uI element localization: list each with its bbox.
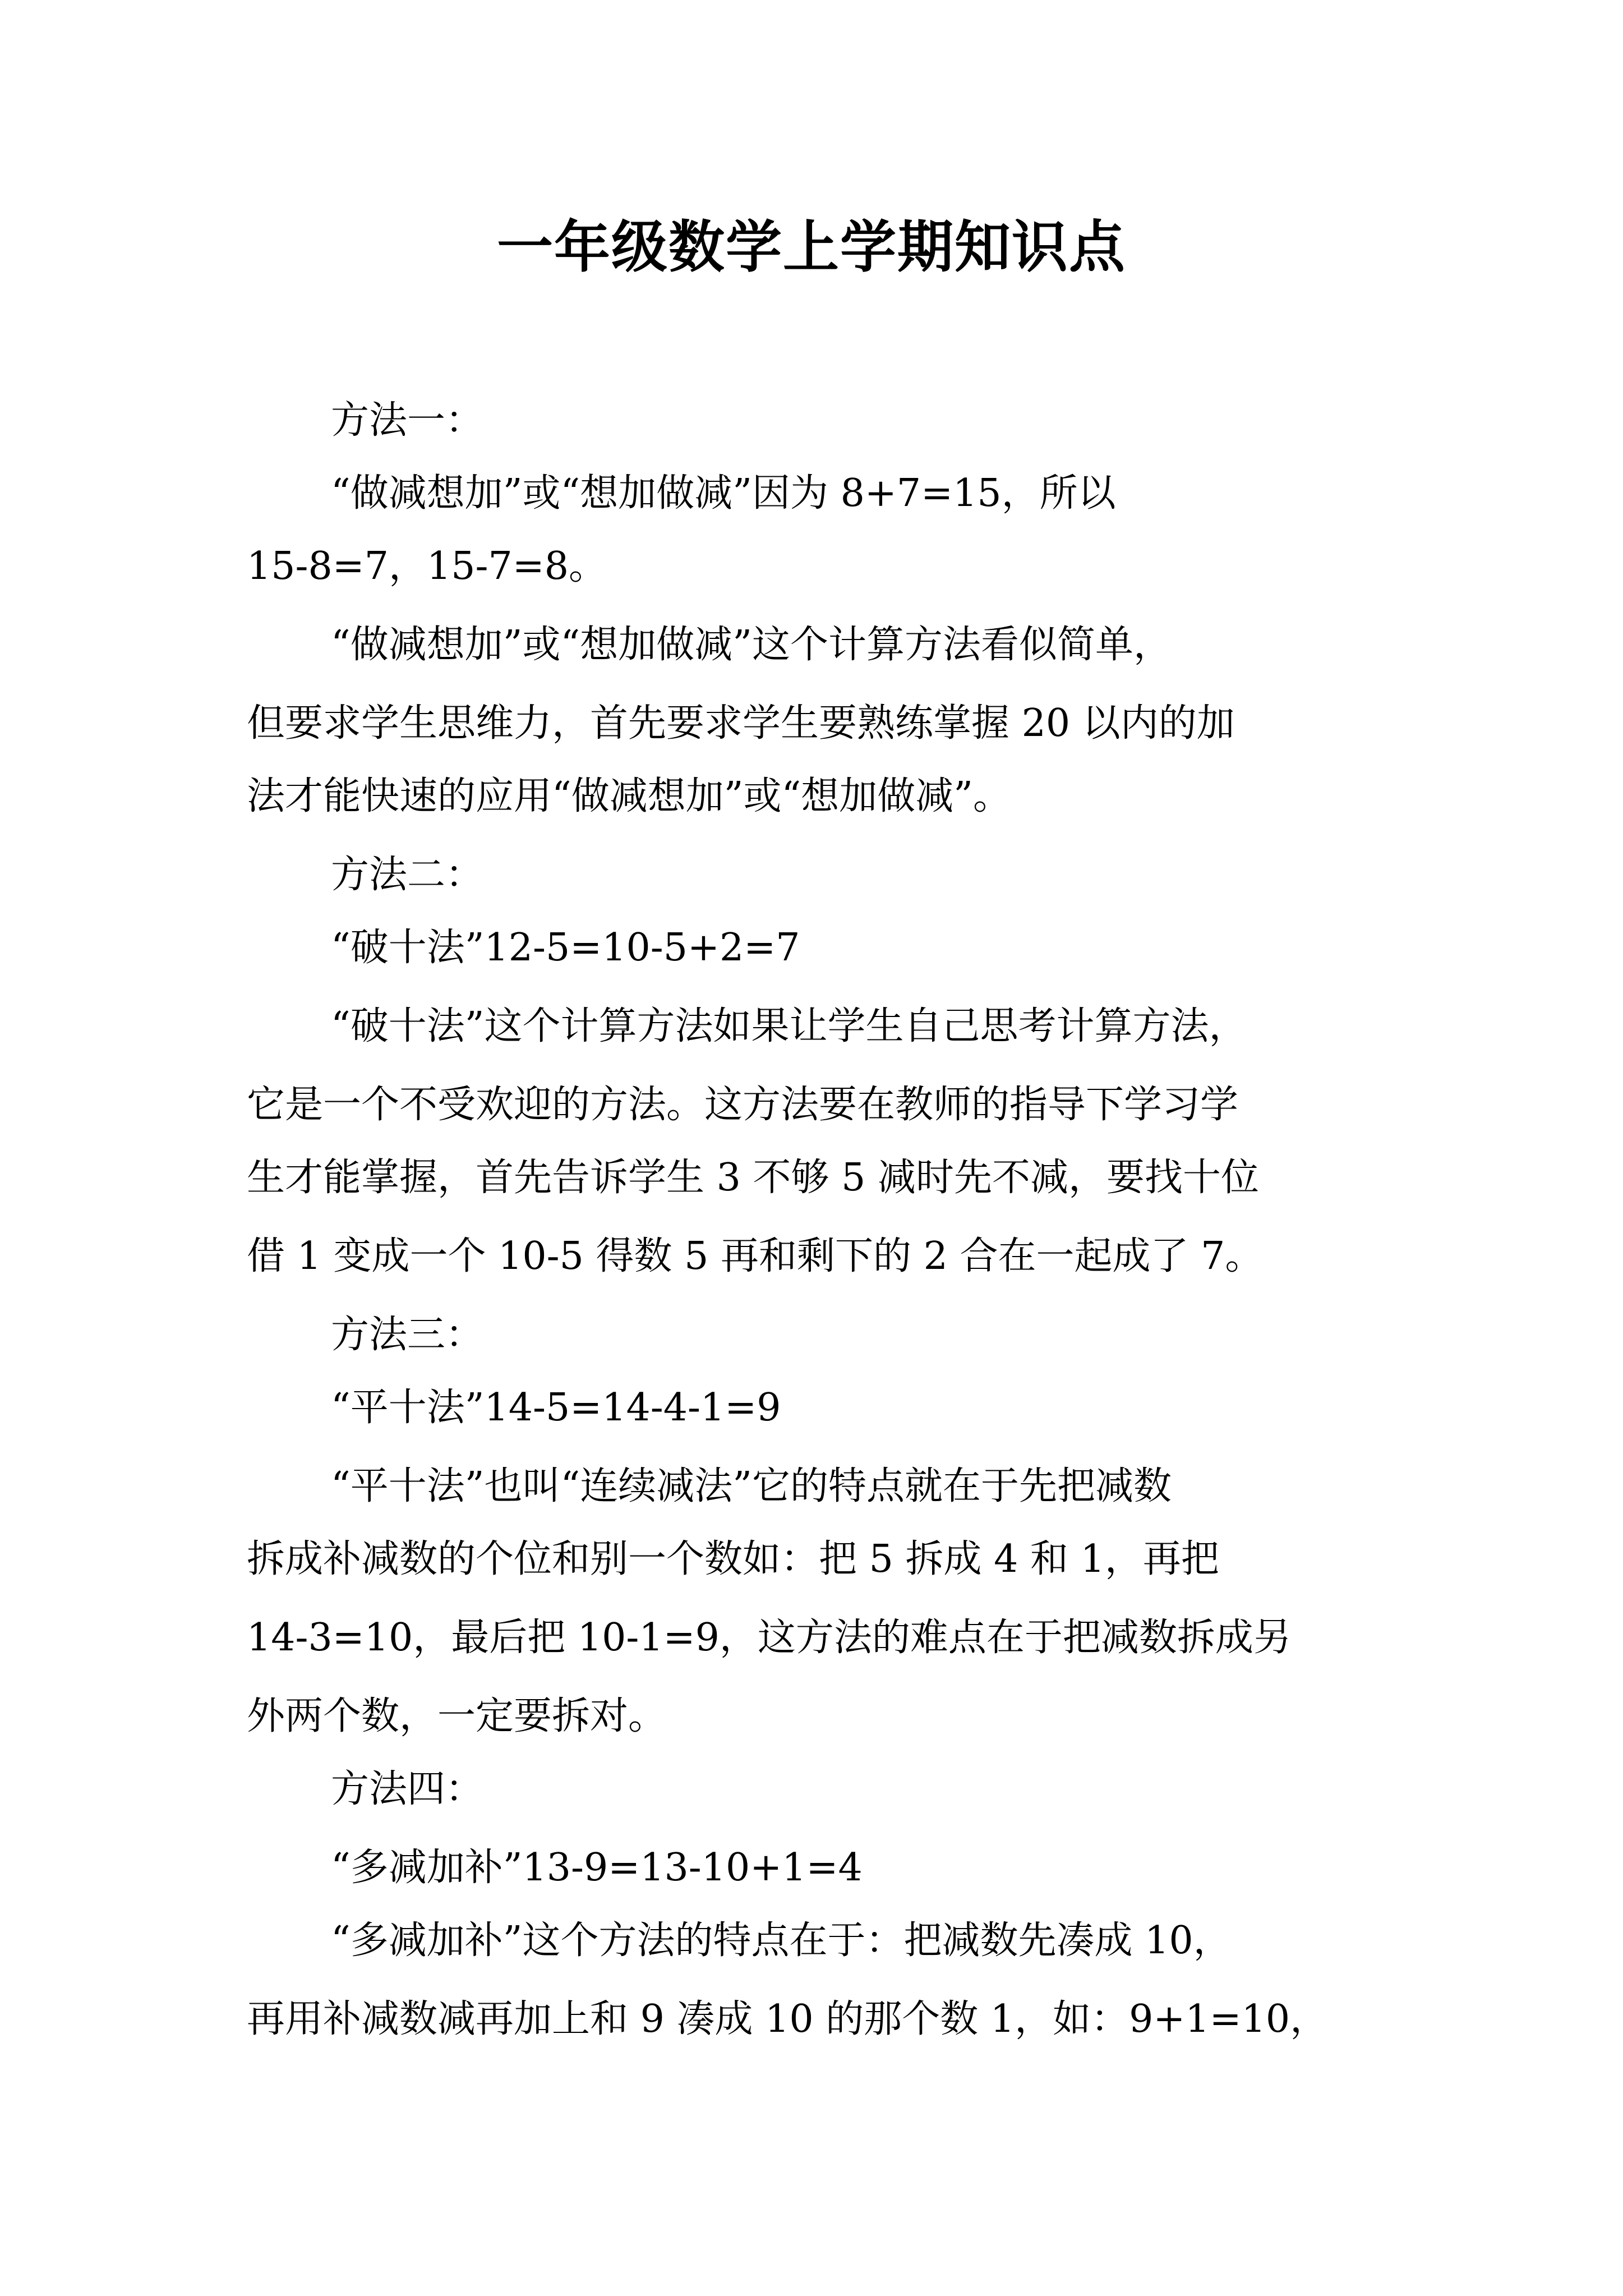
- paragraph-line: 再用补减数减再加上和 9 凑成 10 的那个数 1，如：9+1=10，: [247, 1997, 1329, 2041]
- paragraph-line: 14-3=10，最后把 10-1=9，这方法的难点在于把减数拆成另: [247, 1616, 1292, 1660]
- paragraph-line: 15-8=7，15-7=8。: [247, 544, 607, 588]
- paragraph-line: “破十法”12-5=10-5+2=7: [331, 926, 800, 970]
- paragraph-line: 但要求学生思维力，首先要求学生要熟练掌握 20 以内的加: [247, 701, 1235, 746]
- paragraph-line: 它是一个不受欢迎的方法。这方法要在教师的指导下学习学: [247, 1083, 1239, 1127]
- paragraph-line: 拆成补减数的个位和别一个数如：把 5 拆成 4 和 1，再把: [247, 1537, 1219, 1581]
- paragraph-line: 方法一：: [331, 398, 484, 443]
- paragraph-line: “多减加补”13-9=13-10+1=4: [331, 1846, 863, 1890]
- paragraph-line: “破十法”这个计算方法如果让学生自己思考计算方法，: [331, 1004, 1247, 1048]
- paragraph-line: “做减想加”或“想加做减”这个计算方法看似简单，: [331, 623, 1172, 667]
- paragraph-line: 方法二：: [331, 853, 484, 897]
- paragraph-line: 借 1 变成一个 10-5 得数 5 再和剩下的 2 合在一起成了 7。: [247, 1234, 1264, 1278]
- paragraph-line: “做减想加”或“想加做减”因为 8+7=15，所以: [331, 471, 1116, 516]
- paragraph-line: “平十法”14-5=14-4-1=9: [331, 1386, 781, 1430]
- paragraph-line: “平十法”也叫“连续减法”它的特点就在于先把减数: [331, 1464, 1172, 1508]
- page-title: 一年级数学上学期知识点: [497, 214, 1126, 280]
- paragraph-line: “多减加补”这个方法的特点在于：把减数先凑成 10，: [331, 1918, 1232, 1963]
- paragraph-line: 外两个数，一定要拆对。: [247, 1694, 667, 1738]
- paragraph-line: 生才能掌握，首先告诉学生 3 不够 5 减时先不减，要找十位: [247, 1156, 1259, 1200]
- paragraph-line: 方法三：: [331, 1313, 484, 1357]
- paragraph-line: 方法四：: [331, 1767, 484, 1811]
- paragraph-line: 法才能快速的应用“做减想加”或“想加做减”。: [247, 774, 1012, 818]
